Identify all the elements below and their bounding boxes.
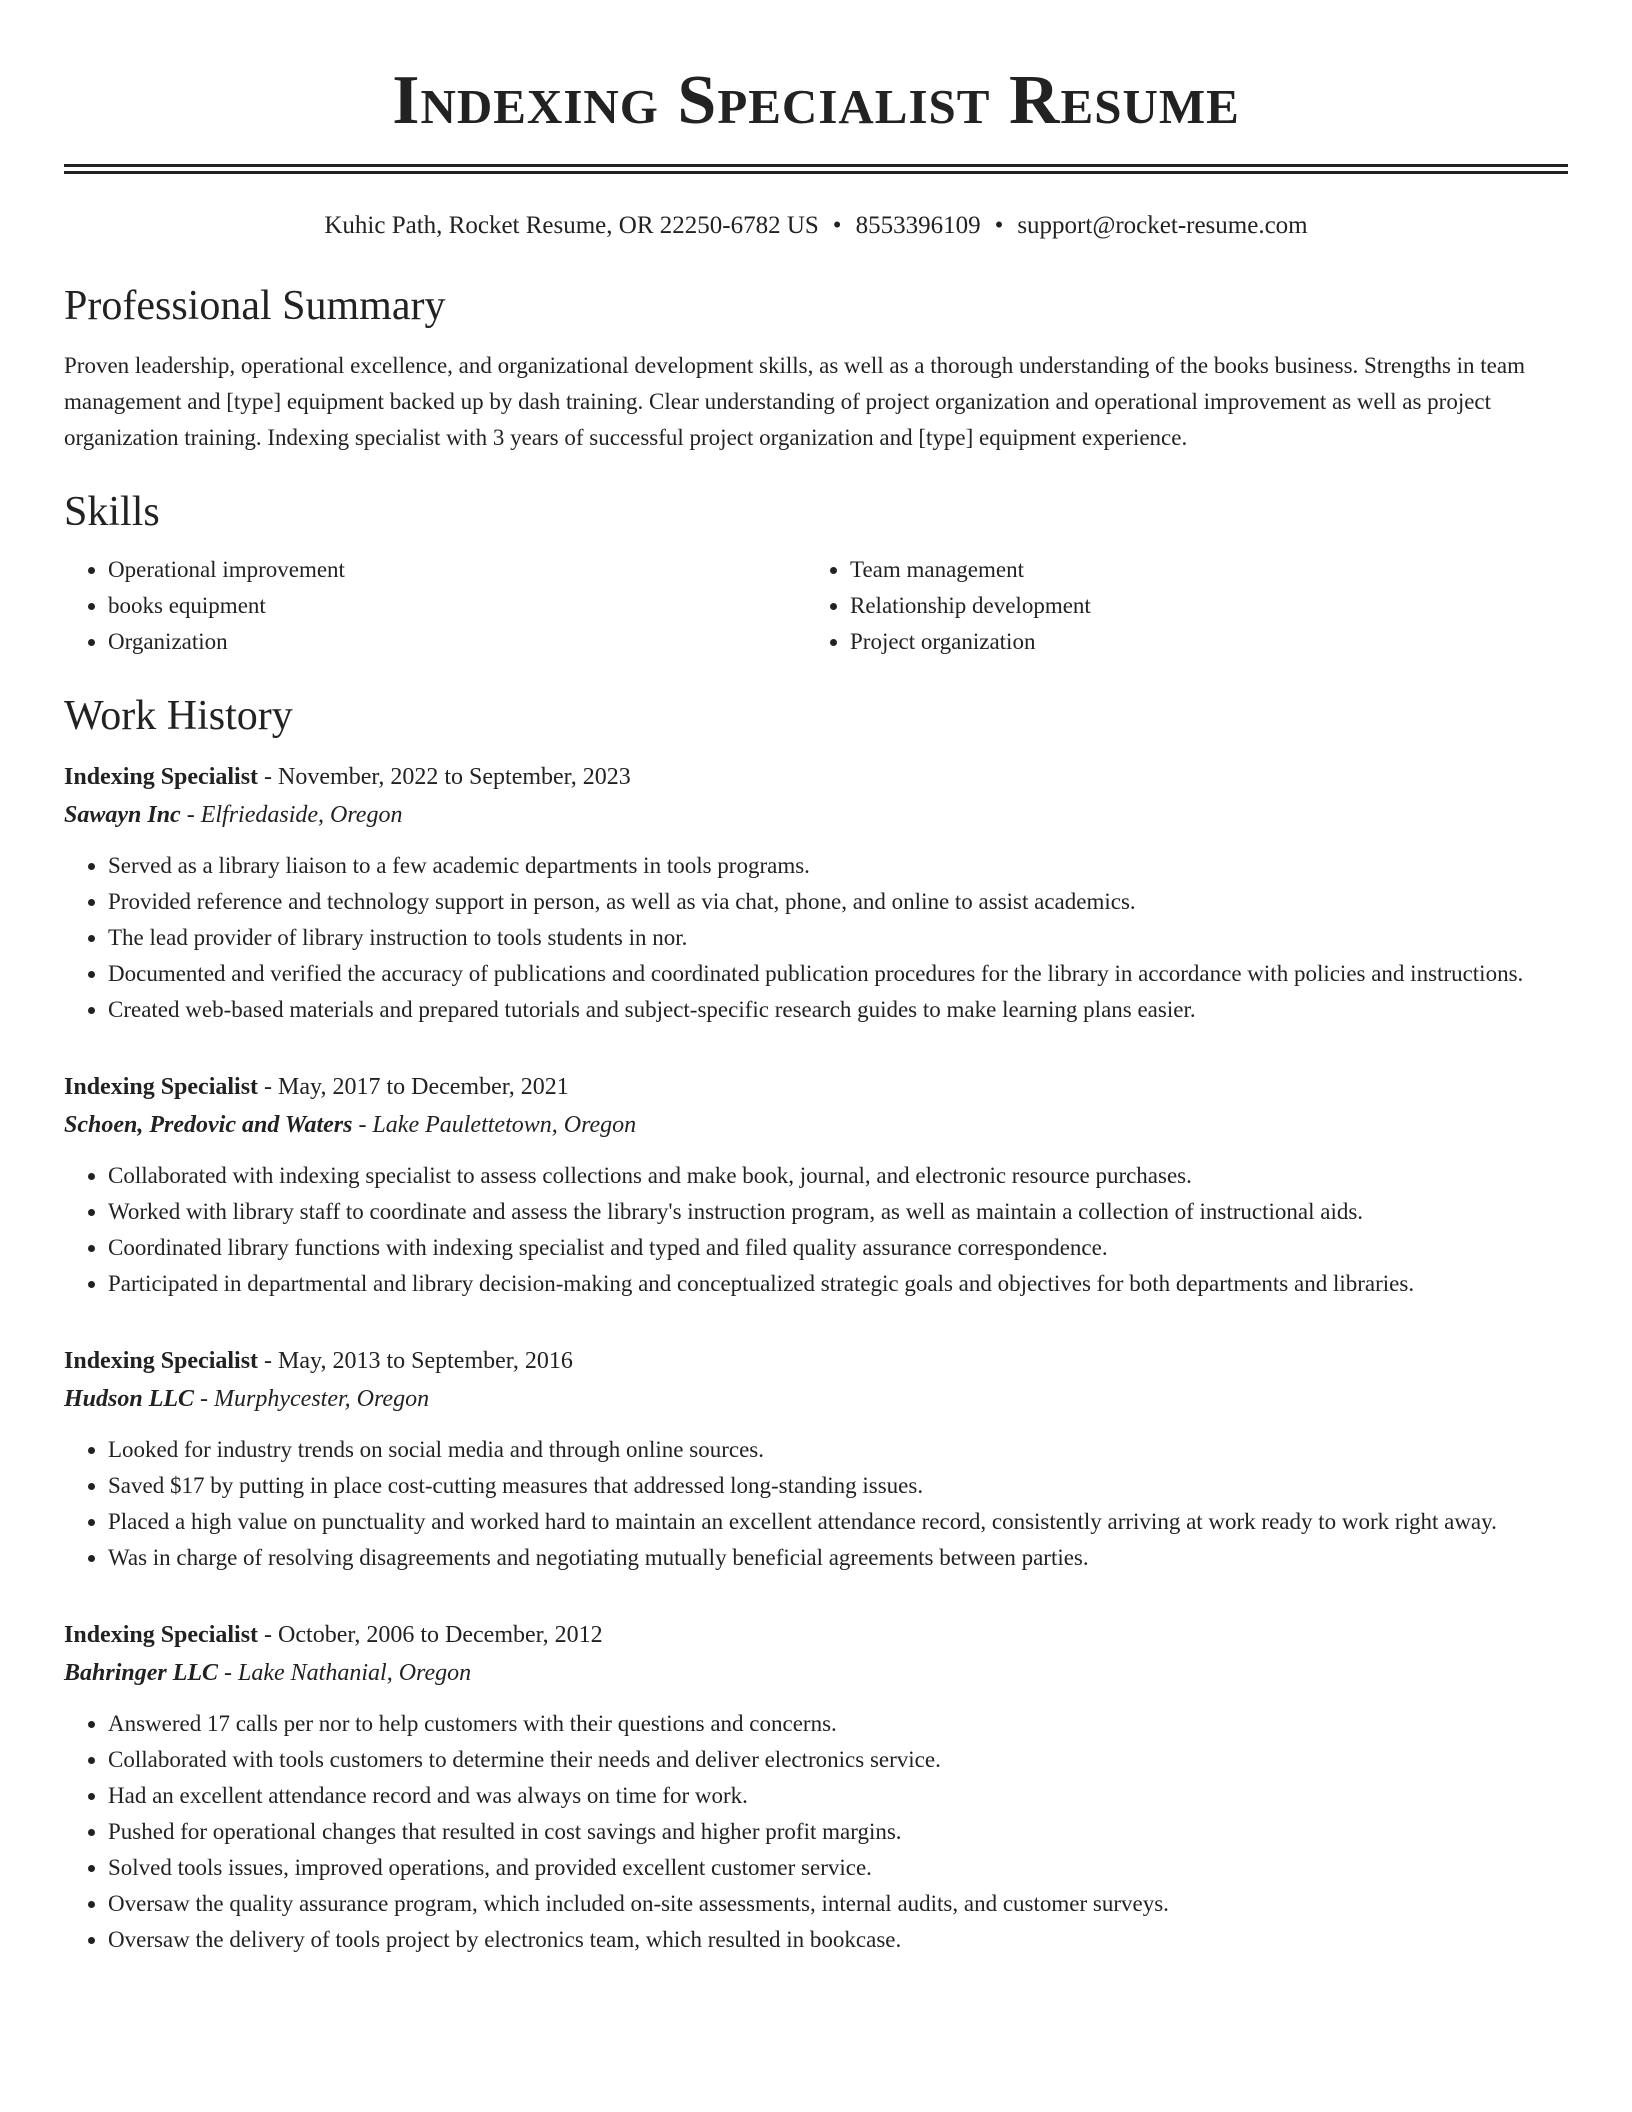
work-history-heading: Work History: [64, 693, 293, 739]
job-entry: [64, 1342, 1568, 1576]
job-bullet: • Placed a high value on punctuality and worked hard to maintain an excellent attendance record, consistently arriving at work ready to work right away.: [108, 1504, 1568, 1540]
job-bullet: • Worked with library staff to coordinate and assess the library's instruction program, as well as maintain a collection of instructional aids.: [108, 1194, 1568, 1230]
job-bullet: • Saved $17 by putting in place cost-cutting measures that addressed long-standing issues.: [108, 1468, 1568, 1504]
skill-item: • books equipment: [108, 588, 806, 624]
contact-separator: •: [994, 212, 1004, 239]
job-bullet: • Was in charge of resolving disagreements and negotiating mutually beneficial agreements between parties.: [108, 1540, 1568, 1576]
job-title-line: [64, 1068, 1568, 1106]
job-dates: - November, 2022 to September, 2023: [258, 764, 631, 790]
skills-section: [64, 486, 1568, 660]
job-entry: [64, 1068, 1568, 1302]
contact-line: [64, 210, 1568, 242]
skill-item: • Organization: [108, 624, 806, 660]
job-company-line: [64, 1380, 1568, 1418]
job-bullets: [64, 1158, 1568, 1302]
skill-item: • Operational improvement: [108, 552, 806, 588]
job-title: Indexing Specialist: [64, 1622, 259, 1648]
job-company: Hudson LLC: [64, 1386, 195, 1412]
job-bullets: [64, 1432, 1568, 1576]
job-company-line: [64, 1654, 1568, 1692]
job-company: Bahringer LLC: [64, 1660, 219, 1686]
skills-grid: [64, 552, 1568, 660]
job-entry: [64, 758, 1568, 1028]
job-bullet: • Provided reference and technology support in person, as well as via chat, phone, and online to assist academics.: [108, 884, 1568, 920]
job-bullet: • Collaborated with indexing specialist to assess collections and make book, journal, and electronic resource purchases.: [108, 1158, 1568, 1194]
job-bullets: [64, 848, 1568, 1028]
job-bullet: • Answered 17 calls per nor to help customers with their questions and concerns.: [108, 1706, 1568, 1742]
summary-section: [64, 280, 1568, 456]
job-bullet: • Pushed for operational changes that resulted in cost savings and higher profit margins.: [108, 1814, 1568, 1850]
job-bullet: • Coordinated library functions with indexing specialist and typed and filed quality assurance correspondence.: [108, 1230, 1568, 1266]
job-bullet: • Documented and verified the accuracy of publications and coordinated publication procedures for the library in accordance with policies and instructions.: [108, 956, 1568, 992]
skill-item: • Project organization: [850, 624, 1548, 660]
contact-phone: 8553396109: [855, 212, 981, 239]
job-location: - Lake Nathanial, Oregon: [218, 1660, 472, 1686]
skill-item: • Team management: [850, 552, 1548, 588]
summary-heading: Professional Summary: [64, 283, 446, 329]
job-dates: - May, 2013 to September, 2016: [258, 1348, 573, 1374]
job-title: Indexing Specialist: [64, 764, 259, 790]
job-bullet: • Collaborated with tools customers to determine their needs and deliver electronics service.: [108, 1742, 1568, 1778]
job-location: - Murphycester, Oregon: [194, 1386, 430, 1412]
job-title: Indexing Specialist: [64, 1074, 259, 1100]
contact-address: Kuhic Path, Rocket Resume, OR 22250-6782 US: [324, 212, 819, 239]
contact-separator: •: [832, 212, 842, 239]
job-bullet: • Solved tools issues, improved operations, and provided excellent customer service.: [108, 1850, 1568, 1886]
page-title: Indexing Specialist Resume: [392, 62, 1240, 139]
job-bullet: • Served as a library liaison to a few academic departments in tools programs.: [108, 848, 1568, 884]
job-dates: - May, 2017 to December, 2021: [258, 1074, 569, 1100]
contact-email: support@rocket-resume.com: [1017, 212, 1308, 239]
job-entry: [64, 1616, 1568, 1958]
skills-column-left: [64, 552, 806, 660]
job-bullet: • Oversaw the delivery of tools project by electronics team, which resulted in bookcase.: [108, 1922, 1568, 1958]
job-company: Sawayn Inc: [64, 802, 181, 828]
job-title-line: [64, 758, 1568, 796]
job-bullet: • Oversaw the quality assurance program, which included on-site assessments, internal audits, and customer surveys.: [108, 1886, 1568, 1922]
job-bullet: • Participated in departmental and library decision-making and conceptualized strategic goals and objectives for both departments and libraries.: [108, 1266, 1568, 1302]
job-title: Indexing Specialist: [64, 1348, 259, 1374]
job-dates: - October, 2006 to December, 2012: [258, 1622, 603, 1648]
job-bullet: • Created web-based materials and prepared tutorials and subject-specific research guides to make learning plans easier.: [108, 992, 1568, 1028]
title-divider: [64, 164, 1568, 174]
skills-heading: Skills: [64, 489, 160, 535]
job-bullet: • Looked for industry trends on social media and through online sources.: [108, 1432, 1568, 1468]
job-company-line: [64, 1106, 1568, 1144]
job-title-line: [64, 1342, 1568, 1380]
job-title-line: [64, 1616, 1568, 1654]
skill-item: • Relationship development: [850, 588, 1548, 624]
work-history-section: [64, 690, 1568, 1958]
job-company-line: [64, 796, 1568, 834]
job-location: - Lake Paulettetown, Oregon: [352, 1112, 637, 1138]
skills-column-right: [806, 552, 1548, 660]
job-bullets: [64, 1706, 1568, 1958]
job-bullet: • Had an excellent attendance record and was always on time for work.: [108, 1778, 1568, 1814]
summary-text: Proven leadership, operational excellence, and organizational development skills, as well as a thorough understanding of the books business. Strengths in team management and [type] equipment backed up by dash training. Clear understanding of project organization and operational improvement as well as project organization training. Indexing specialist with 3 years of successful project organization and [type] equipment experience.: [64, 353, 1525, 450]
job-location: - Elfriedaside, Oregon: [180, 802, 403, 828]
job-company: Schoen, Predovic and Waters: [64, 1112, 353, 1138]
job-bullet: • The lead provider of library instruction to tools students in nor.: [108, 920, 1568, 956]
